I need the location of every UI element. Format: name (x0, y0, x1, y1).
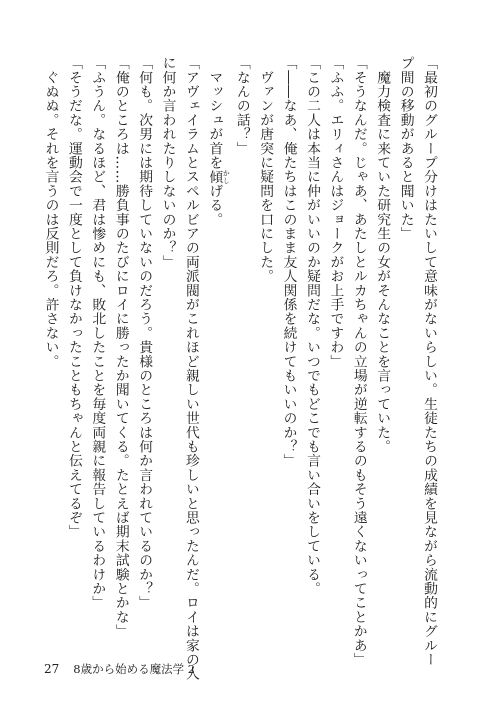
text-line-2: プ間の移動があると聞いた」 (397, 56, 414, 241)
text-line-9: 「なんの話？」 (233, 56, 250, 156)
ruby-word (206, 169, 230, 185)
text-line-16: 「そうだな。運動会で一度として負けなかったこともちゃんと伝えてるぞ」 (65, 56, 82, 539)
text-line-14: 「俺のところは……勝負事のたびにロイに勝ったか聞いてくる。たとえば期末試験とかな」 (112, 56, 129, 639)
text-line-4: 「そうなんだ。じゃあ、あたしとルカちゃんの立場が逆転するのもそう遠くないってことかあ」 (350, 56, 367, 667)
text-line-11: 「アヴェイラムとスペルビアの両派閥がこれほど親しい世代も珍しいと思ったんだ。ロイは家の人 (182, 56, 199, 681)
text-line-17: ぐぬぬ。それを言うのは反則だろ。許さない。 (42, 56, 59, 369)
text-line-3: 魔力検査に来ていた研究生の女がそんなことを言っていた。 (374, 56, 391, 454)
ruby-base: 傾 (206, 169, 223, 185)
text-line-8: ヴァンが唐突に疑問を口にした。 (257, 56, 274, 284)
text-line-7: 「――なあ、俺たちはこのまま友人関係を続けてもいいのか？」 (280, 56, 297, 468)
text-line-15: 「ふうん。なるほど、君は惨めにも、敗北したことを毎度両親に報告しているわけか」 (89, 56, 106, 610)
book-title: 8歳から始める魔法学 2 (73, 662, 196, 676)
ruby-reading: かし (221, 169, 230, 185)
text-line-10: マッシュが首を傾 かしげる。 (206, 56, 230, 227)
text-line-5: 「ふふ。エリィさんはジョークがお上手ですわ」 (327, 56, 344, 369)
page-number: 27 (44, 662, 60, 676)
text-line-12: に何か言われたりしないのか？」 (159, 56, 176, 269)
text-line-6: 「この二人は本当に仲がいいのか疑問だな。いつでもどこでも言い合いをしている。 (303, 56, 320, 596)
page-footer (44, 661, 195, 677)
text-line-1: 「最初のグループ分けはたいして意味がないらしい。生徒たちの成績を見ながら流動的にグルー (421, 56, 437, 667)
text-line-13: 「何も。次男には期待していないのだろう。貴様のところは何か言われているのか？」 (136, 56, 153, 610)
